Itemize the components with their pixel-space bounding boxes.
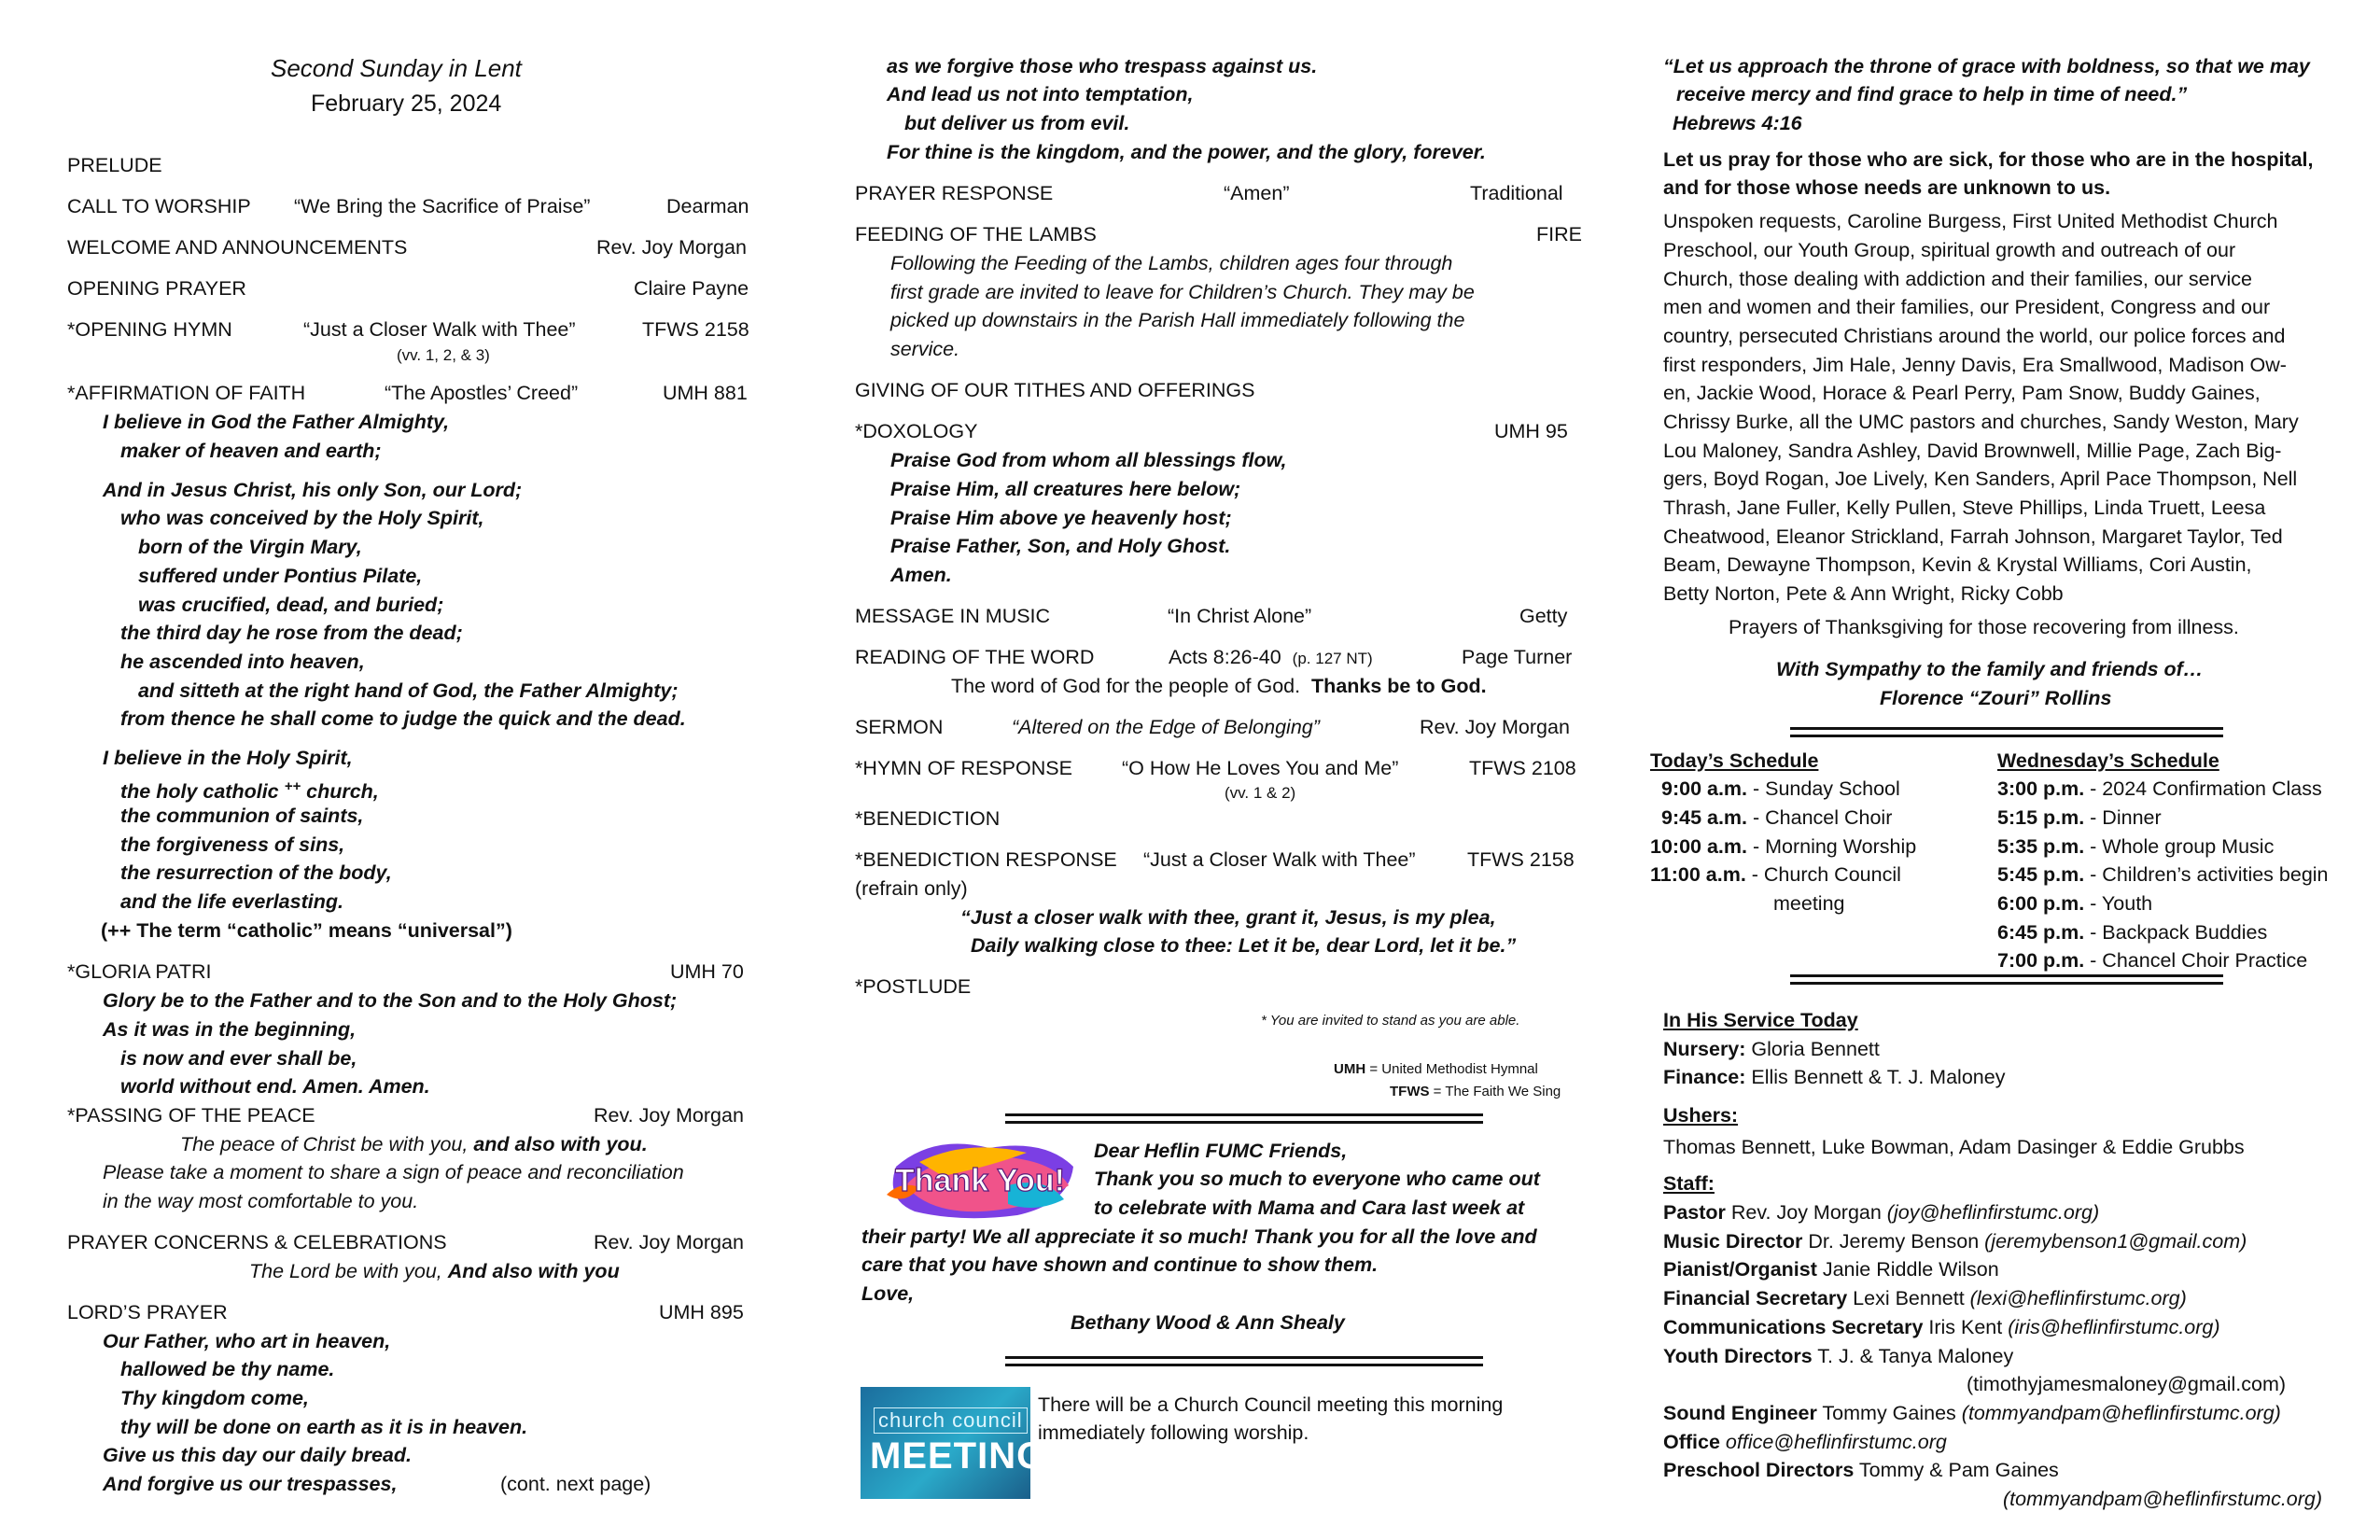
abbreviation-meaning: = The Faith We Sing xyxy=(1429,1084,1561,1099)
thank-you-image xyxy=(877,1129,1083,1223)
role-label: Nursery: xyxy=(1663,1038,1746,1060)
schedule-event: - Dinner xyxy=(2084,806,2162,829)
postlude-label: *POSTLUDE xyxy=(855,975,972,998)
creed-line: who was conceived by the Holy Spirit, xyxy=(120,507,484,529)
benediction-response-line: “Just a closer walk with thee, grant it, Jesus, is my plea, xyxy=(960,906,1496,929)
prayer-request-line: Cheatwood, Eleanor Strickland, Farrah Johnson, Margaret Taylor, Ted xyxy=(1663,525,2283,548)
affirmation-title: “The Apostles’ Creed” xyxy=(385,382,579,404)
lords-prayer-line: Thy kingdom come, xyxy=(120,1387,309,1409)
prayer-request-line: Chrissy Burke, all the UMC pastors and churches, Sandy Weston, Mary xyxy=(1663,411,2299,433)
peace-instruction: in the way most comfortable to you. xyxy=(103,1190,419,1212)
prayer-request-line: Unspoken requests, Caroline Burgess, First United Methodist Church xyxy=(1663,210,2278,232)
staff-email: (lexi@heflinfirstumc.org) xyxy=(1969,1287,2187,1309)
staff-role: Pianist/Organist xyxy=(1663,1258,1817,1281)
benediction-response-sub: (refrain only) xyxy=(855,877,968,900)
prayer-request-line: men and women and their families, our President, Congress and our xyxy=(1663,296,2271,318)
creed-footnote: (++ The term “catholic” means “universal”) xyxy=(101,919,512,942)
schedule-item xyxy=(1650,833,1916,861)
prayer-request-line: country, persecuted Christians around the world, our police forces and xyxy=(1663,325,2286,347)
abbreviation-meaning: = United Methodist Hymnal xyxy=(1365,1061,1538,1077)
prelude-label: PRELUDE xyxy=(67,154,162,176)
hymn-response-verses: (vv. 1 & 2) xyxy=(1225,784,1296,802)
staff-email: (jeremybenson1@gmail.com) xyxy=(1984,1230,2247,1253)
concerns-reply: And also with you xyxy=(447,1260,620,1282)
section-divider xyxy=(1005,1356,1483,1366)
schedule-time: 3:00 p.m. xyxy=(1997,777,2085,800)
schedule-item xyxy=(1650,861,1901,889)
staff-role: Financial Secretary xyxy=(1663,1287,1848,1309)
lords-prayer-line: but deliver us from evil. xyxy=(904,112,1130,134)
schedule-event: - Sunday School xyxy=(1747,777,1900,800)
concerns-response xyxy=(249,1257,620,1285)
ushers-list: Thomas Bennett, Luke Bowman, Adam Dasinger & Eddie Grubbs xyxy=(1663,1136,2245,1158)
opening-hymn-title: “Just a Closer Walk with Thee” xyxy=(303,318,576,341)
meeting-note: There will be a Church Council meeting this morning xyxy=(1038,1393,1504,1416)
section-divider xyxy=(1005,1113,1483,1124)
continued-note: (cont. next page) xyxy=(500,1473,651,1495)
lords-prayer-line: as we forgive those who trespass against us. xyxy=(887,55,1318,77)
reading-call: The word of God for the people of God. xyxy=(951,675,1301,697)
welcome-label: WELCOME AND ANNOUNCEMENTS xyxy=(67,236,408,259)
schedule-event: - Chancel Choir Practice xyxy=(2084,949,2308,972)
prayer-response-label: PRAYER RESPONSE xyxy=(855,182,1054,204)
schedule-time: 5:35 p.m. xyxy=(1997,835,2085,858)
staff-line xyxy=(1663,1428,1947,1456)
staff-role: Office xyxy=(1663,1431,1720,1453)
creed-line: the communion of saints, xyxy=(120,805,364,827)
reading-reader: Page Turner xyxy=(1462,646,1573,668)
feeding-lambs-leader: FIRE xyxy=(1536,223,1582,245)
schedule-item xyxy=(1997,918,2267,946)
schedule-item xyxy=(1997,946,2307,974)
schedule-event: - Children’s activities begin xyxy=(2084,863,2329,886)
gloria-line: is now and ever shall be, xyxy=(120,1047,357,1070)
finance-line xyxy=(1663,1063,2005,1091)
affirmation-label: *AFFIRMATION OF FAITH xyxy=(67,382,306,404)
reading-label: READING OF THE WORD xyxy=(855,646,1095,668)
concerns-leader: Rev. Joy Morgan xyxy=(594,1231,744,1253)
prayer-request-line: en, Jackie Wood, Horace & Pearl Perry, Pam Snow, Buddy Gaines, xyxy=(1663,382,2261,404)
staff-role: Communications Secretary xyxy=(1663,1316,1924,1338)
schedule-time: 6:45 p.m. xyxy=(1997,921,2085,944)
role-name: Gloria Bennett xyxy=(1745,1038,1880,1060)
todays-schedule-heading: Today’s Schedule xyxy=(1650,749,1819,772)
thank-you-text: Thank You! xyxy=(895,1163,1065,1198)
schedule-item xyxy=(1997,889,2152,917)
service-date: February 25, 2024 xyxy=(311,91,502,117)
service-today-heading: In His Service Today xyxy=(1663,1009,1858,1031)
doxology-ref: UMH 95 xyxy=(1494,420,1568,442)
sermon-preacher: Rev. Joy Morgan xyxy=(1420,716,1570,738)
scripture-reference: Hebrews 4:16 xyxy=(1673,112,1802,134)
gloria-line: As it was in the beginning, xyxy=(103,1018,357,1041)
lords-prayer-line: Our Father, who art in heaven, xyxy=(103,1330,391,1352)
staff-email: (joy@heflinfirstumc.org) xyxy=(1886,1201,2100,1224)
lords-prayer-line: And forgive us our trespasses, xyxy=(103,1473,398,1495)
reading-reply: Thanks be to God. xyxy=(1311,675,1487,697)
nursery-line xyxy=(1663,1035,1880,1063)
sermon-title: “Altered on the Edge of Belonging” xyxy=(1012,716,1320,738)
creed-line: was crucified, dead, and buried; xyxy=(138,594,444,616)
schedule-event: - Chancel Choir xyxy=(1747,806,1893,829)
abbreviation-code: TFWS xyxy=(1390,1084,1430,1099)
schedule-time: 6:00 p.m. xyxy=(1997,892,2085,915)
role-label: Finance: xyxy=(1663,1066,1746,1088)
peace-reply: and also with you. xyxy=(473,1133,648,1155)
schedule-event: - Backpack Buddies xyxy=(2084,921,2268,944)
benediction-response-title: “Just a Closer Walk with Thee” xyxy=(1143,848,1416,871)
benediction-response-line: Daily walking close to thee: Let it be, dear Lord, let it be.” xyxy=(971,934,1517,957)
affirmation-ref: UMH 881 xyxy=(663,382,748,404)
schedule-time: 5:15 p.m. xyxy=(1997,806,2085,829)
wednesday-schedule-heading: Wednesday’s Schedule xyxy=(1997,749,2219,772)
feeding-lambs-note: first grade are invited to leave for Children’s Church. They may be xyxy=(890,281,1475,303)
message-music-label: MESSAGE IN MUSIC xyxy=(855,605,1051,627)
staff-email: (tommyandpam@heflinfirstumc.org) xyxy=(1961,1402,2281,1424)
gloria-line: Glory be to the Father and to the Son and to the Holy Ghost; xyxy=(103,989,678,1012)
lords-prayer-line: hallowed be thy name. xyxy=(120,1358,335,1380)
creed-footnote-mark: ++ xyxy=(284,778,301,794)
prayer-request-line: first responders, Jim Hale, Jenny Davis, Era Smallwood, Madison Ow- xyxy=(1663,354,2287,376)
ushers-heading: Ushers: xyxy=(1663,1104,1739,1127)
thank-note-line: their party! We all appreciate it so much! Thank you for all the love and xyxy=(861,1225,1537,1248)
schedule-time: 7:00 p.m. xyxy=(1997,949,2085,972)
staff-name: T. J. & Tanya Maloney xyxy=(1812,1345,2014,1367)
prayer-request-line: Betty Norton, Pete & Ann Wright, Ricky Cobb xyxy=(1663,582,2064,605)
reading-response xyxy=(951,672,1487,700)
section-divider xyxy=(1790,727,2223,737)
doxology-line: Praise Him, all creatures here below; xyxy=(890,478,1241,500)
concerns-label: PRAYER CONCERNS & CELEBRATIONS xyxy=(67,1231,447,1253)
staff-line xyxy=(1663,1284,2187,1312)
thank-note-signature: Bethany Wood & Ann Shealy xyxy=(1071,1311,1345,1334)
peace-call: The peace of Christ be with you, xyxy=(180,1133,469,1155)
gloria-ref: UMH 70 xyxy=(670,960,744,983)
call-to-worship-composer: Dearman xyxy=(666,195,749,217)
lords-prayer-ref: UMH 895 xyxy=(659,1301,744,1323)
benediction-response-ref: TFWS 2158 xyxy=(1467,848,1575,871)
schedule-item xyxy=(1997,775,2322,803)
staff-line xyxy=(1663,1313,2220,1341)
scripture-verse: “Let us approach the throne of grace with boldness, so that we may xyxy=(1663,55,2310,77)
creed-line: suffered under Pontius Pilate, xyxy=(138,565,423,587)
creed-line-text: the holy catholic xyxy=(120,780,285,804)
stand-note: * You are invited to stand as you are able. xyxy=(1261,1013,1520,1029)
prayer-request-line: Beam, Dewayne Thompson, Kevin & Krystal Williams, Cori Austin, xyxy=(1663,553,2252,576)
creed-line: and sitteth at the right hand of God, the Father Almighty; xyxy=(138,679,679,702)
creed-line: maker of heaven and earth; xyxy=(120,440,382,462)
call-to-worship-label: CALL TO WORSHIP xyxy=(67,195,251,217)
doxology-line: Amen. xyxy=(890,564,952,586)
staff-name: Lexi Bennett xyxy=(1847,1287,1970,1309)
lords-prayer-line: For thine is the kingdom, and the power, and the glory, forever. xyxy=(887,141,1486,163)
prayer-request-line: Preschool, our Youth Group, spiritual growth and outreach of our xyxy=(1663,239,2236,261)
creed-line: he ascended into heaven, xyxy=(120,651,365,673)
giving-label: GIVING OF OUR TITHES AND OFFERINGS xyxy=(855,379,1255,401)
creed-line: from thence he shall come to judge the quick and the dead. xyxy=(120,707,686,730)
feeding-lambs-note: picked up downstairs in the Parish Hall immediately following the xyxy=(890,309,1465,331)
staff-role: Sound Engineer xyxy=(1663,1402,1817,1424)
peace-label: *PASSING OF THE PEACE xyxy=(67,1104,315,1127)
lords-prayer-line: Give us this day our daily bread. xyxy=(103,1444,412,1466)
opening-hymn-ref: TFWS 2158 xyxy=(642,318,749,341)
reading-passage: Acts 8:26-40 xyxy=(1169,646,1281,668)
doxology-line: Praise Father, Son, and Holy Ghost. xyxy=(890,535,1231,557)
schedule-time: 11:00 a.m. xyxy=(1650,863,1746,886)
staff-line xyxy=(1663,1255,1999,1283)
thank-note-line: Love, xyxy=(861,1282,915,1305)
benediction-label: *BENEDICTION xyxy=(855,807,1001,830)
hymn-response-title: “O How He Loves You and Me” xyxy=(1122,757,1399,779)
creed-line: I believe in God the Father Almighty, xyxy=(103,411,450,433)
welcome-leader: Rev. Joy Morgan xyxy=(596,236,747,259)
prayer-request-line: gers, Boyd Rogan, Joe Lively, Ken Sanders, April Pace Thompson, Nell xyxy=(1663,468,2298,490)
feeding-lambs-note: service. xyxy=(890,338,960,360)
schedule-event: - Morning Worship xyxy=(1746,835,1917,858)
hymn-response-label: *HYMN OF RESPONSE xyxy=(855,757,1072,779)
thank-note-line: Thank you so much to everyone who came out xyxy=(1094,1168,1540,1190)
lords-prayer-line: And lead us not into temptation, xyxy=(887,83,1194,105)
staff-name: Tommy Gaines xyxy=(1816,1402,1962,1424)
gloria-line: world without end. Amen. Amen. xyxy=(120,1075,430,1098)
schedule-item xyxy=(1661,804,1892,832)
feeding-lambs-label: FEEDING OF THE LAMBS xyxy=(855,223,1097,245)
concerns-call: The Lord be with you, xyxy=(249,1260,442,1282)
prayer-request-line: Church, those dealing with addiction and their families, our service xyxy=(1663,268,2252,290)
schedule-event: - Whole group Music xyxy=(2084,835,2275,858)
creed-line-text: church, xyxy=(301,780,379,804)
creed-line: and the life everlasting. xyxy=(120,890,343,913)
staff-email: office@heflinfirstumc.org xyxy=(1719,1431,1947,1453)
doxology-label: *DOXOLOGY xyxy=(855,420,978,442)
staff-line xyxy=(1663,1198,2099,1226)
prayer-intro: and for those whose needs are unknown to us. xyxy=(1663,176,2111,199)
schedule-time: 9:00 a.m. xyxy=(1661,777,1748,800)
schedule-item xyxy=(1997,861,2329,889)
sympathy-name: Florence “Zouri” Rollins xyxy=(1880,687,2112,709)
schedule-time: 5:45 p.m. xyxy=(1997,863,2085,886)
staff-heading: Staff: xyxy=(1663,1172,1715,1195)
schedule-time: 9:45 a.m. xyxy=(1661,806,1748,829)
schedule-item xyxy=(1661,775,1900,803)
benediction-response-label: *BENEDICTION RESPONSE xyxy=(855,848,1117,871)
peace-instruction: Please take a moment to share a sign of peace and reconciliation xyxy=(103,1161,684,1183)
staff-role: Preschool Directors xyxy=(1663,1459,1855,1481)
reading-page: (p. 127 NT) xyxy=(1292,650,1373,667)
staff-email: (iris@heflinfirstumc.org) xyxy=(2008,1316,2220,1338)
creed-line: And in Jesus Christ, his only Son, our Lord; xyxy=(103,479,523,501)
schedule-event: - 2024 Confirmation Class xyxy=(2084,777,2322,800)
meeting-note: immediately following worship. xyxy=(1038,1421,1309,1444)
creed-line: the resurrection of the body, xyxy=(120,861,392,884)
page-title: Second Sunday in Lent xyxy=(271,54,522,82)
feeding-lambs-note: Following the Feeding of the Lambs, children ages four through xyxy=(890,252,1453,274)
staff-line xyxy=(1663,1227,2247,1255)
role-name: Ellis Bennett & T. J. Maloney xyxy=(1745,1066,2006,1088)
staff-role: Youth Directors xyxy=(1663,1345,1813,1367)
staff-role: Pastor xyxy=(1663,1201,1726,1224)
lords-prayer-line: thy will be done on earth as it is in heaven. xyxy=(120,1416,528,1438)
creed-line: the forgiveness of sins, xyxy=(120,833,345,856)
prayer-response-source: Traditional xyxy=(1470,182,1563,204)
creed-line: the third day he rose from the dead; xyxy=(120,622,463,644)
gloria-label: *GLORIA PATRI xyxy=(67,960,212,983)
opening-prayer-label: OPENING PRAYER xyxy=(67,277,246,300)
staff-name: Janie Riddle Wilson xyxy=(1816,1258,1999,1281)
thank-note-line: Dear Heflin FUMC Friends, xyxy=(1094,1140,1348,1162)
meeting-image-caption: church council xyxy=(874,1407,1028,1434)
staff-name: Rev. Joy Morgan xyxy=(1725,1201,1887,1224)
peace-response xyxy=(180,1130,648,1158)
lords-prayer-label: LORD’S PRAYER xyxy=(67,1301,228,1323)
staff-name: Dr. Jeremy Benson xyxy=(1802,1230,1985,1253)
prayer-request-line: Thrash, Jane Fuller, Kelly Pullen, Steve Phillips, Linda Truett, Leesa xyxy=(1663,497,2266,519)
staff-line xyxy=(1663,1399,2281,1427)
abbreviation-umh xyxy=(1334,1061,1538,1077)
creed-line: born of the Virgin Mary, xyxy=(138,536,362,558)
staff-role: Music Director xyxy=(1663,1230,1803,1253)
opening-prayer-leader: Claire Payne xyxy=(634,277,749,300)
meeting-image-title: MEETING xyxy=(870,1435,1047,1477)
thanksgiving-note: Prayers of Thanksgiving for those recovering from illness. xyxy=(1729,616,2239,638)
thank-note-line: to celebrate with Mama and Cara last week at xyxy=(1094,1197,1525,1219)
schedule-item xyxy=(1997,833,2274,861)
staff-line xyxy=(1663,1456,2059,1484)
prayer-request-line: Lou Maloney, Sandra Ashley, David Brownwell, Millie Page, Zach Big- xyxy=(1663,440,2282,462)
staff-line xyxy=(1663,1342,2013,1370)
opening-hymn-label: *OPENING HYMN xyxy=(67,318,232,341)
schedule-time: 10:00 a.m. xyxy=(1650,835,1747,858)
doxology-line: Praise God from whom all blessings flow, xyxy=(890,449,1287,471)
scripture-verse: receive mercy and find grace to help in time of need.” xyxy=(1676,83,2188,105)
call-to-worship-title: “We Bring the Sacrifice of Praise” xyxy=(294,195,591,217)
schedule-item-continued: meeting xyxy=(1773,892,1845,915)
staff-email-continued: (tommyandpam@heflinfirstumc.org) xyxy=(2003,1488,2323,1510)
peace-leader: Rev. Joy Morgan xyxy=(594,1104,744,1127)
opening-hymn-verses: (vv. 1, 2, & 3) xyxy=(397,346,490,364)
reading-ref xyxy=(1169,643,1373,673)
staff-email-continued: (timothyjamesmaloney@gmail.com) xyxy=(1967,1373,2287,1395)
prayer-intro: Let us pray for those who are sick, for those who are in the hospital, xyxy=(1663,148,2314,171)
staff-name: Iris Kent xyxy=(1923,1316,2009,1338)
abbreviation-code: UMH xyxy=(1334,1061,1366,1077)
doxology-line: Praise Him above ye heavenly host; xyxy=(890,507,1232,529)
church-council-meeting-image xyxy=(861,1387,1047,1499)
schedule-item xyxy=(1997,804,2162,832)
schedule-event: - Church Council xyxy=(1745,863,1901,886)
message-music-composer: Getty xyxy=(1519,605,1568,627)
schedule-event: - Youth xyxy=(2084,892,2153,915)
creed-line: I believe in the Holy Spirit, xyxy=(103,747,353,769)
abbreviation-tfws xyxy=(1390,1084,1561,1099)
hymn-response-ref: TFWS 2108 xyxy=(1469,757,1576,779)
creed-line xyxy=(120,773,379,805)
staff-name: Tommy & Pam Gaines xyxy=(1854,1459,2059,1481)
section-divider xyxy=(1790,974,2223,985)
thank-note-line: care that you have shown and continue to show them. xyxy=(861,1253,1379,1276)
prayer-response-title: “Amen” xyxy=(1224,182,1290,204)
sermon-label: SERMON xyxy=(855,716,944,738)
sympathy-line: With Sympathy to the family and friends of… xyxy=(1776,658,2204,680)
message-music-title: “In Christ Alone” xyxy=(1168,605,1312,627)
